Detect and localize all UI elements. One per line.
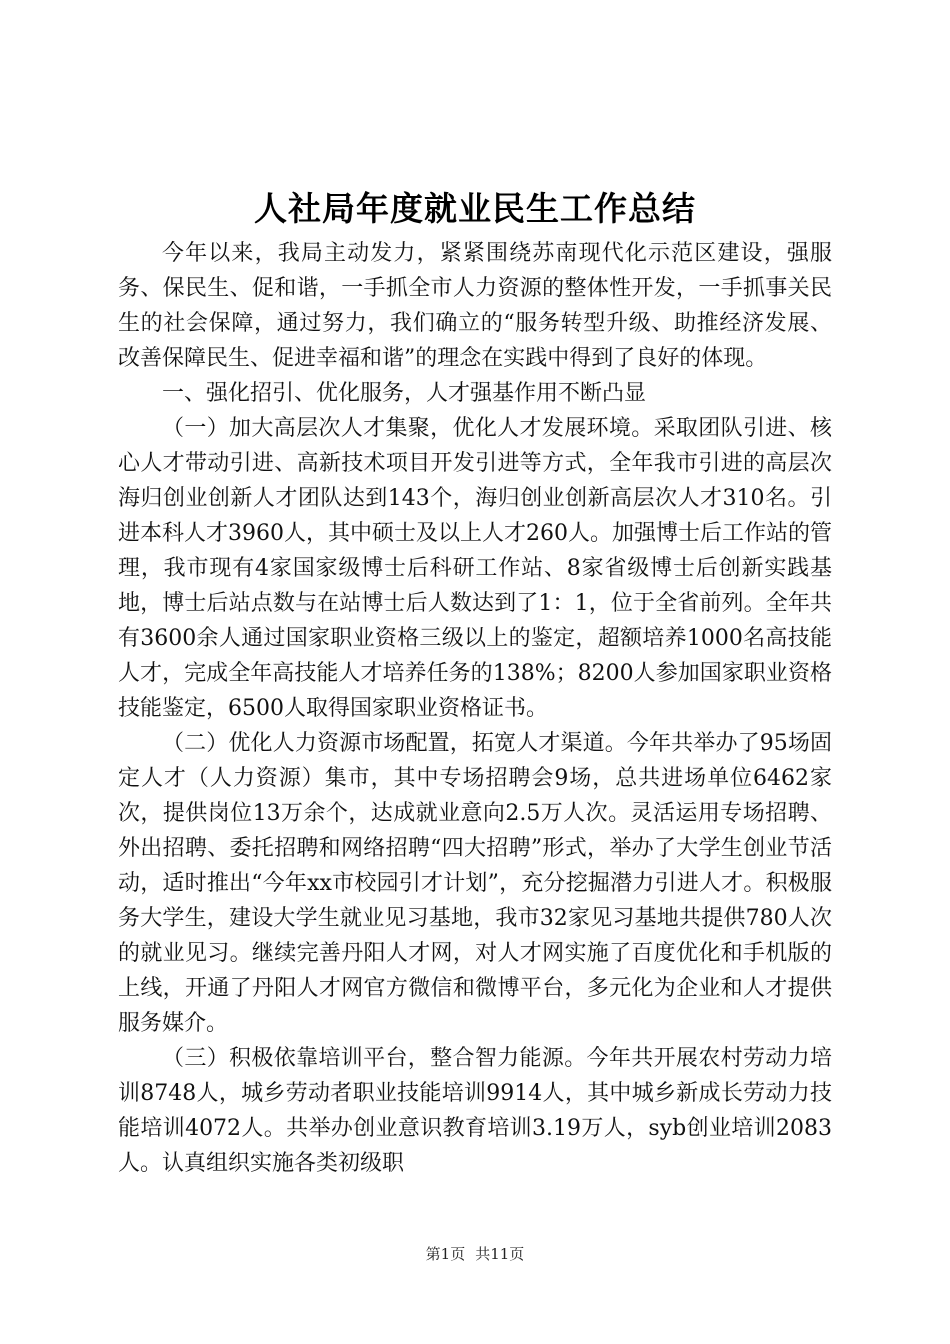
- paragraph-talent-gathering: （一）加大高层次人才集聚，优化人才发展环境。采取团队引进、核心人才带动引进、高新技术项目开发引进等方式，全年我市引进的高层次海归创业创新人才团队达到143个，海归创业创新高层次人才310名。引进本科人才3960人，其中硕士及以上人才260人。加强博士后工作站的管理，我市现有4家国家级博士后科研工作站、8家省级博士后创新实践基地，博士后站点数与在站博士后人数达到了1：1，位于全省前列。全年共有3600余人通过国家职业资格三级以上的鉴定，超额培养1000名高技能人才，完成全年高技能人才培养任务的138%；8200人参加国家职业资格技能鉴定，6500人取得国家职业资格证书。: [118, 416, 832, 721]
- intro-paragraph: 今年以来，我局主动发力，紧紧围绕苏南现代化示范区建设，强服务、保民生、促和谐，一手抓全市人力资源的整体性开发，一手抓事关民生的社会保障，通过努力，我们确立的“服务转型升级、助推经济发展、改善保障民生、促进幸福和谐”的理念在实践中得到了良好的体现。: [118, 241, 832, 371]
- paragraph-training-platform: （三）积极依靠培训平台，整合智力能源。今年共开展农村劳动力培训8748人，城乡劳动者职业技能培训9914人，其中城乡新成长劳动力技能培训4072人。共举办创业意识教育培训3.19万人，syb创业培训2083人。认真组织实施各类初级职: [118, 1046, 832, 1176]
- page-total: 共11页: [475, 1245, 525, 1263]
- page-number: 第1页: [425, 1245, 466, 1263]
- page-footer: [0, 1244, 950, 1264]
- document-title: 人社局年度就业民生工作总结: [254, 189, 696, 228]
- document-body: [118, 236, 832, 1181]
- section-heading: 一、强化招引、优化服务，人才强基作用不断凸显: [162, 381, 647, 406]
- paragraph-market-allocation: （二）优化人力资源市场配置，拓宽人才渠道。今年共举办了95场固定人才（人力资源）集市，其中专场招聘会9场，总共进场单位6462家次，提供岗位13万余个，达成就业意向2.5万人次。灵活运用专场招聘、外出招聘、委托招聘和网络招聘“四大招聘”形式，举办了大学生创业节活动，适时推出“今年xx市校园引才计划”，充分挖掘潜力引进人才。积极服务大学生，建设大学生就业见习基地，我市32家见习基地共提供780人次的就业见习。继续完善丹阳人才网，对人才网实施了百度优化和手机版的上线，开通了丹阳人才网官方微信和微博平台，多元化为企业和人才提供服务媒介。: [118, 731, 832, 1036]
